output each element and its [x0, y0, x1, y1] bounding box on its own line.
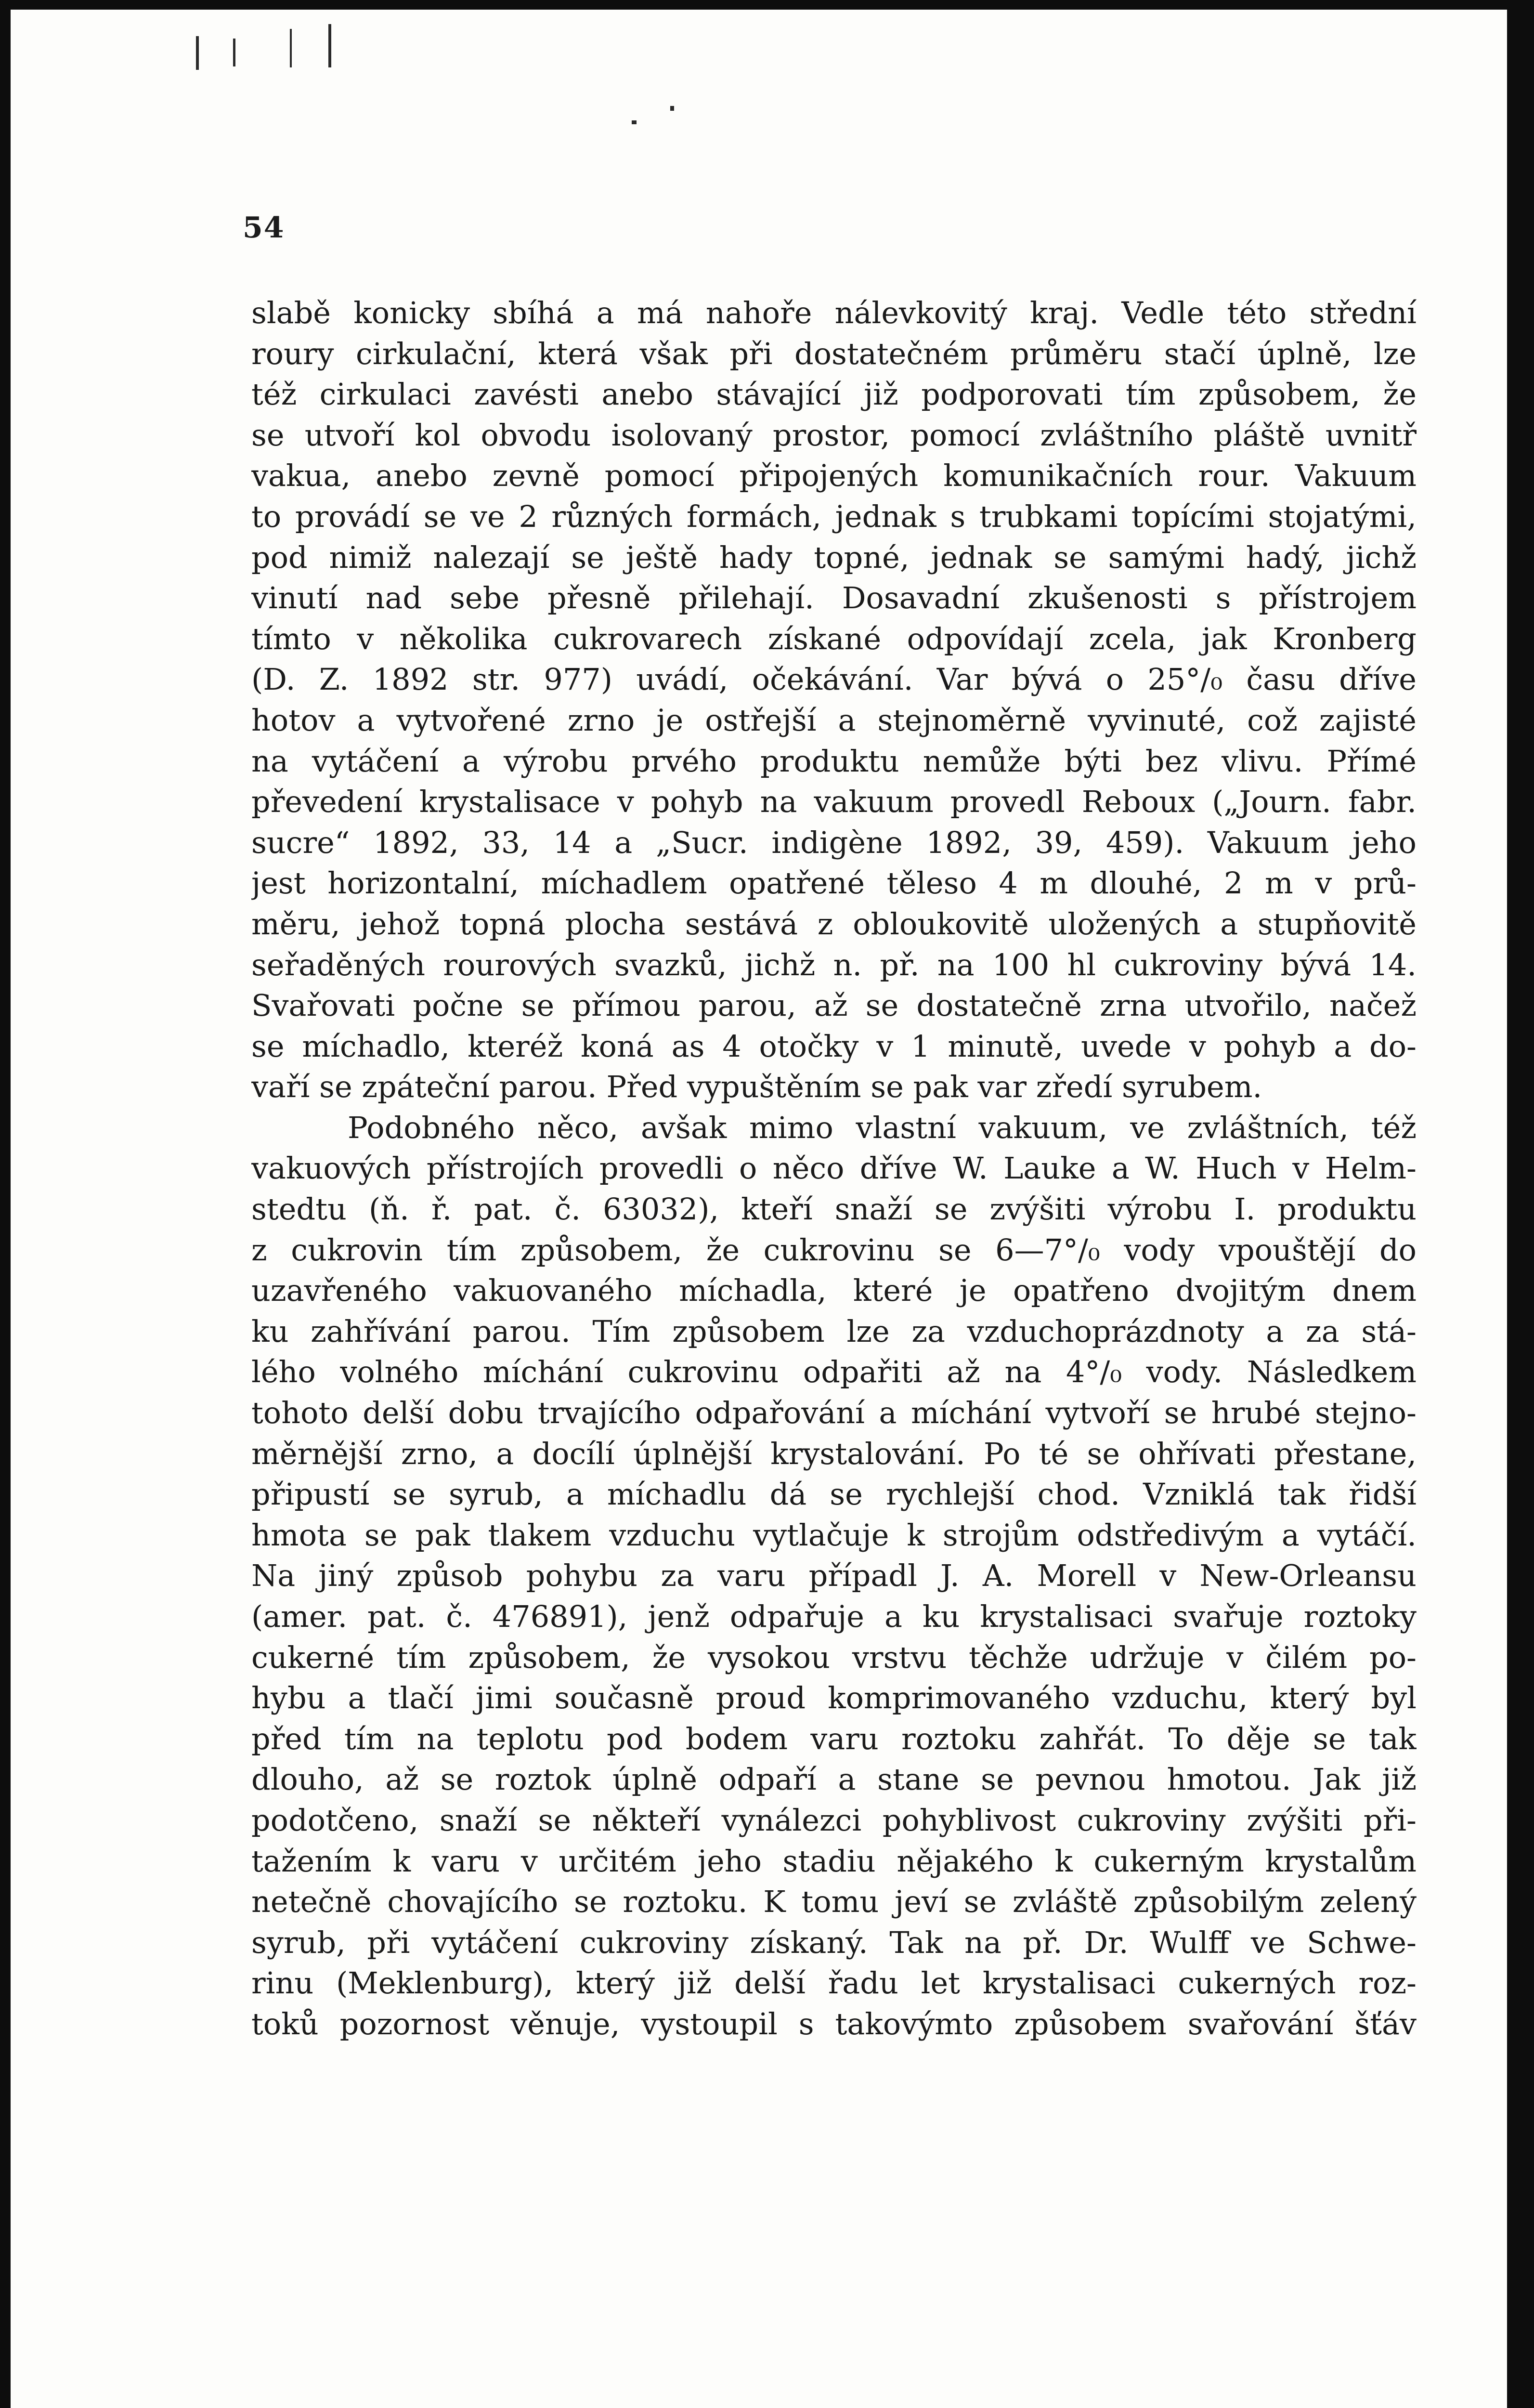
text-line: převedení krystalisace v pohyb na vakuum provedl Reboux („Journ. fabr.: [251, 784, 1417, 820]
text-line: na vytáčení a výrobu prvého produktu nemůže býti bez vlivu. Přímé: [251, 743, 1417, 779]
scan-mark: [290, 29, 292, 67]
text-line: tažením k varu v určitém jeho stadiu nějakého k cukerným krystalům: [251, 1843, 1417, 1879]
text-line: se utvoří kol obvodu isolovaný prostor, pomocí zvláštního pláště uvnitř: [251, 417, 1417, 453]
text-line: tohoto delší dobu trvajícího odpařování a míchání vytvoří se hrubé stejno-: [251, 1395, 1417, 1431]
text-line: cukerné tím způsobem, že vysokou vrstvu těchže udržuje v čilém po-: [251, 1639, 1417, 1675]
text-line: se míchadlo, kteréž koná as 4 otočky v 1 minutě, uvede v pohyb a do-: [251, 1028, 1417, 1064]
text-line: rinu (Meklenburg), který již delší řadu let krystalisaci cukerných roz-: [251, 1965, 1417, 2001]
scan-mark: [328, 24, 331, 67]
text-line: připustí se syrub, a míchadlu dá se rychlejší chod. Vzniklá tak řidší: [251, 1477, 1417, 1512]
scan-mark: [233, 39, 235, 66]
text-line: netečně chovajícího se roztoku. K tomu jeví se zvláště způsobilým zelený: [251, 1884, 1417, 1920]
text-line: slabě konicky sbíhá a má nahoře nálevkovitý kraj. Vedle této střední: [251, 295, 1417, 330]
text-line: Svařovati počne se přímou parou, až se dostatečně zrna utvořilo, načež: [251, 988, 1417, 1023]
text-line: jest horizontalní, míchadlem opatřené těleso 4 m dlouhé, 2 m v prů-: [251, 865, 1417, 901]
text-line: též cirkulaci zavésti anebo stávající již podporovati tím způsobem, že: [251, 377, 1417, 412]
text-line: hotov a vytvořené zrno je ostřejší a stejnoměrně vyvinuté, což zajisté: [251, 702, 1417, 738]
scanned-page: [11, 10, 1507, 2408]
scan-mark: [632, 120, 637, 124]
text-line: syrub, při vytáčení cukroviny získaný. Tak na př. Dr. Wulff ve Schwe-: [251, 1924, 1417, 1960]
text-line: ku zahřívání parou. Tím způsobem lze za vzduchoprázdnoty a za stá-: [251, 1313, 1417, 1349]
text-line: hmota se pak tlakem vzduchu vytlačuje k strojům odstředivým a vytáčí.: [251, 1517, 1417, 1553]
text-line: sucre“ 1892, 33, 14 a „Sucr. indigène 1892, 39, 459). Vakuum jeho: [251, 824, 1417, 860]
text-line: vinutí nad sebe přesně přilehají. Dosavadní zkušenosti s přístrojem: [251, 580, 1417, 616]
text-line: hybu a tlačí jimi současně proud komprimovaného vzduchu, který byl: [251, 1680, 1417, 1716]
page-number: 54: [243, 211, 285, 245]
text-line: roury cirkulační, která však při dostatečném průměru stačí úplně, lze: [251, 336, 1417, 371]
text-line: lého volného míchání cukrovinu odpařiti až na 4°/₀ vody. Následkem: [251, 1354, 1417, 1390]
text-line: (amer. pat. č. 476891), jenž odpařuje a ku krystalisaci svařuje roztoky: [251, 1599, 1417, 1634]
scan-mark: [196, 36, 199, 70]
text-line: to provádí se ve 2 různých formách, jednak s trubkami topícími stojatými,: [251, 498, 1417, 534]
text-line: vakuových přístrojích provedli o něco dříve W. Lauke a W. Huch v Helm-: [251, 1151, 1417, 1186]
text-line: pod nimiž nalezají se ještě hady topné, jednak se samými hadý, jichž: [251, 539, 1417, 575]
text-line: Na jiný způsob pohybu za varu případl J. A. Morell v New-Orleansu: [251, 1558, 1417, 1594]
scan-mark: [670, 106, 674, 111]
text-line: Podobného něco, avšak mimo vlastní vakuum, ve zvláštních, též: [348, 1110, 1417, 1145]
text-line: podotčeno, snaží se někteří vynálezci pohyblivost cukroviny zvýšiti při-: [251, 1802, 1417, 1838]
text-line: z cukrovin tím způsobem, že cukrovinu se 6—7°/₀ vody vpouštějí do: [251, 1232, 1417, 1268]
body-text: [251, 293, 1417, 2045]
text-line: uzavřeného vakuovaného míchadla, které je opatřeno dvojitým dnem: [251, 1273, 1417, 1309]
text-line: vakua, anebo zevně pomocí připojených komunikačních rour. Vakuum: [251, 458, 1417, 494]
text-line: vaří se zpáteční parou. Před vypuštěním se pak var zředí syrubem.: [251, 1069, 1262, 1105]
text-line: toků pozornost věnuje, vystoupil s takovýmto způsobem svařování šťáv: [251, 2006, 1417, 2042]
text-line: tímto v několika cukrovarech získané odpovídají zcela, jak Kronberg: [251, 621, 1417, 656]
text-line: stedtu (ň. ř. pat. č. 63032), kteří snaží se zvýšiti výrobu I. produktu: [251, 1191, 1417, 1227]
text-line: před tím na teplotu pod bodem varu roztoku zahřát. To děje se tak: [251, 1721, 1417, 1756]
text-line: seřaděných rourových svazků, jichž n. př. na 100 hl cukroviny bývá 14.: [251, 947, 1417, 982]
text-line: (D. Z. 1892 str. 977) uvádí, očekávání. Var bývá o 25°/₀ času dříve: [251, 662, 1417, 697]
text-line: měru, jehož topná plocha sestává z obloukovitě uložených a stupňovitě: [251, 906, 1417, 942]
text-line: měrnější zrno, a docílí úplnější krystalování. Po té se ohřívati přestane,: [251, 1436, 1417, 1471]
text-line: dlouho, až se roztok úplně odpaří a stane se pevnou hmotou. Jak již: [251, 1762, 1417, 1797]
